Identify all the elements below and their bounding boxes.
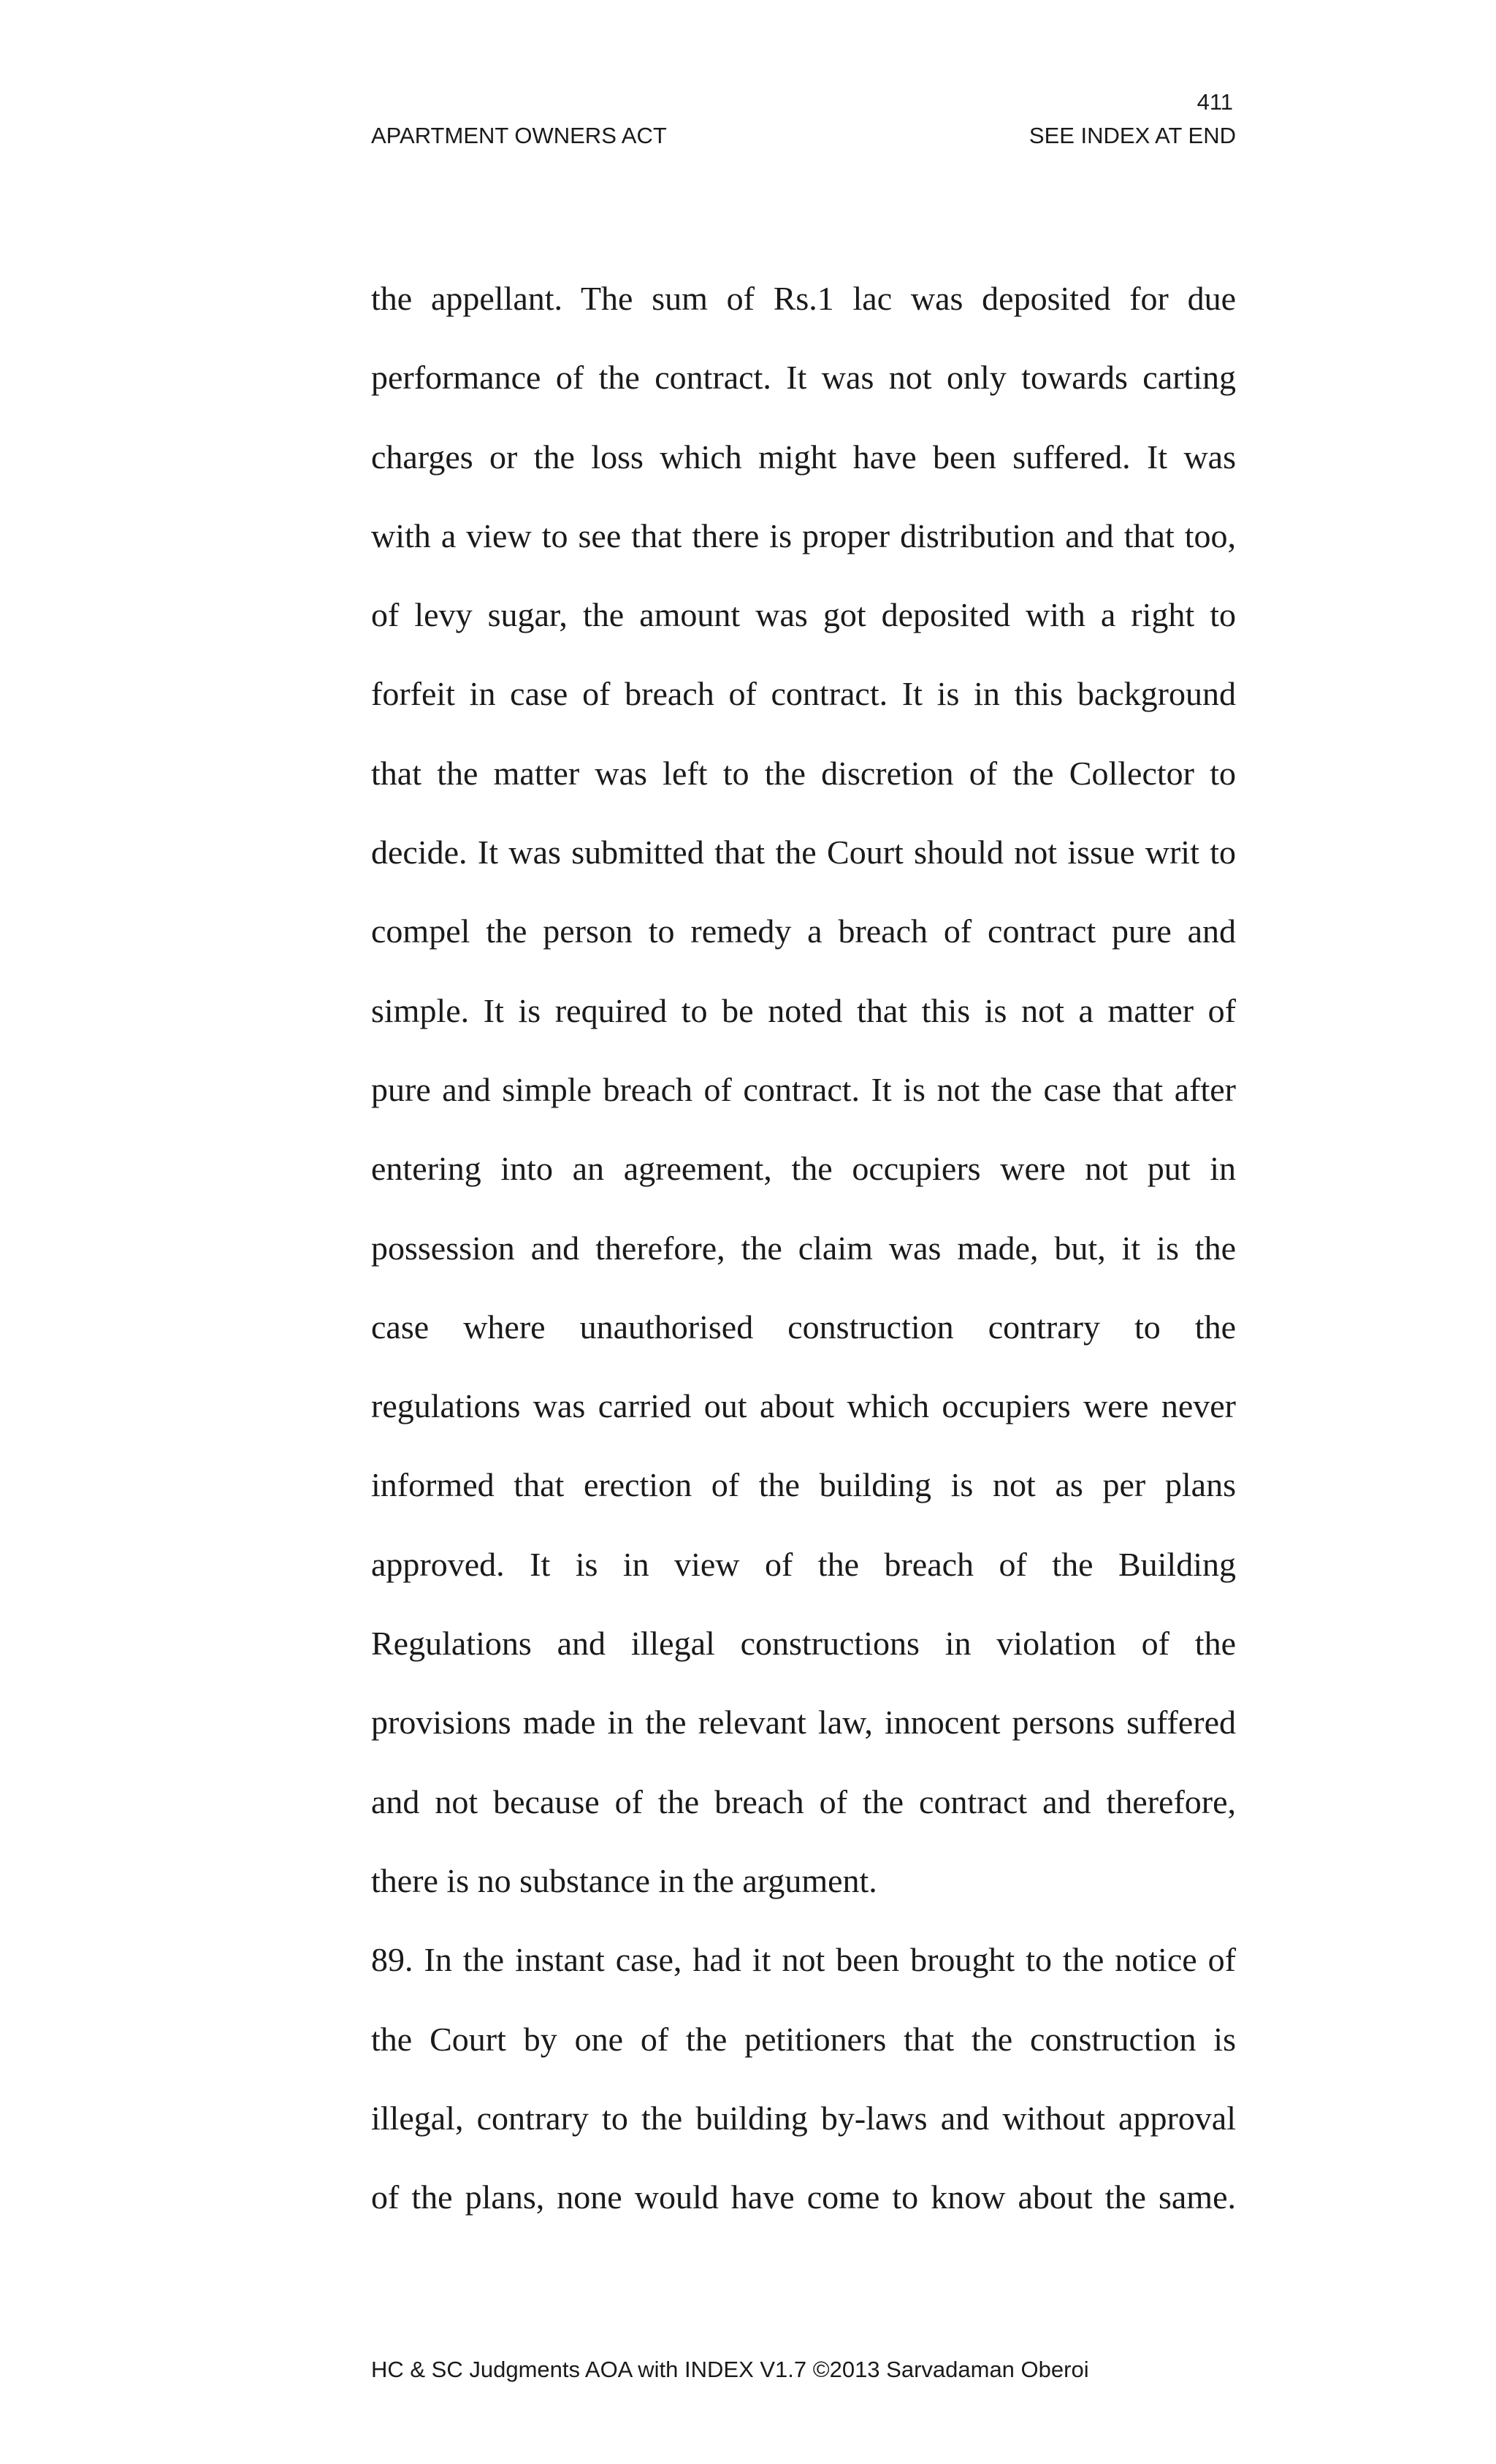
header-index-note: SEE INDEX AT END bbox=[1028, 123, 1236, 148]
text-line: entering into an agreement, the occupiers were not put in bbox=[371, 1150, 1236, 1188]
text-line: forfeit in case of breach of contract. It is in this background bbox=[371, 675, 1236, 713]
text-line: performance of the contract. It was not only towards carting bbox=[371, 359, 1236, 397]
text-line: possession and therefore, the claim was made, but, it is the bbox=[371, 1229, 1236, 1267]
text-line: of the plans, none would have come to know about the same. bbox=[371, 2178, 1236, 2216]
text-line: Regulations and illegal constructions in violation of the bbox=[371, 1625, 1236, 1663]
paragraph-89-start: 89. In the instant case, had it not been brought to the notice of bbox=[371, 1941, 1236, 1979]
text-line: approved. It is in view of the breach of the Building bbox=[371, 1545, 1236, 1583]
page-number: 411 bbox=[1197, 89, 1233, 115]
text-line: pure and simple breach of contract. It is not the case that after bbox=[371, 1070, 1236, 1108]
paragraph-end-line: there is no substance in the argument. bbox=[371, 1861, 877, 1899]
text-line: compel the person to remedy a breach of contract pure and bbox=[371, 912, 1236, 950]
text-line: the appellant. The sum of Rs.1 lac was deposited for due bbox=[371, 280, 1236, 317]
text-line: regulations was carried out about which occupiers were never bbox=[371, 1387, 1236, 1425]
text-line: of levy sugar, the amount was got deposited with a right to bbox=[371, 596, 1236, 634]
text-line: simple. It is required to be noted that this is not a matter of bbox=[371, 991, 1236, 1029]
text-line: provisions made in the relevant law, innocent persons suffered bbox=[371, 1704, 1236, 1742]
text-line: with a view to see that there is proper distribution and that too, bbox=[371, 516, 1236, 554]
text-line: charges or the loss which might have been suffered. It was bbox=[371, 438, 1236, 476]
text-line: case where unauthorised construction contrary to the bbox=[371, 1308, 1236, 1346]
text-line: and not because of the breach of the contract and therefore, bbox=[371, 1782, 1236, 1820]
footer-copyright: HC & SC Judgments AOA with INDEX V1.7 ©2013 Sarvadaman Oberoi bbox=[371, 2357, 1089, 2382]
body-text bbox=[371, 259, 1236, 2237]
text-line: that the matter was left to the discretion of the Collector to bbox=[371, 754, 1236, 792]
text-line: informed that erection of the building is not as per plans bbox=[371, 1466, 1236, 1504]
text-line: the Court by one of the petitioners that the construction is bbox=[371, 2020, 1236, 2058]
header-title: APARTMENT OWNERS ACT bbox=[371, 123, 667, 148]
text-line: illegal, contrary to the building by-laws and without approval bbox=[371, 2099, 1236, 2137]
running-header bbox=[371, 123, 1236, 149]
text-line: decide. It was submitted that the Court should not issue writ to bbox=[371, 834, 1236, 871]
